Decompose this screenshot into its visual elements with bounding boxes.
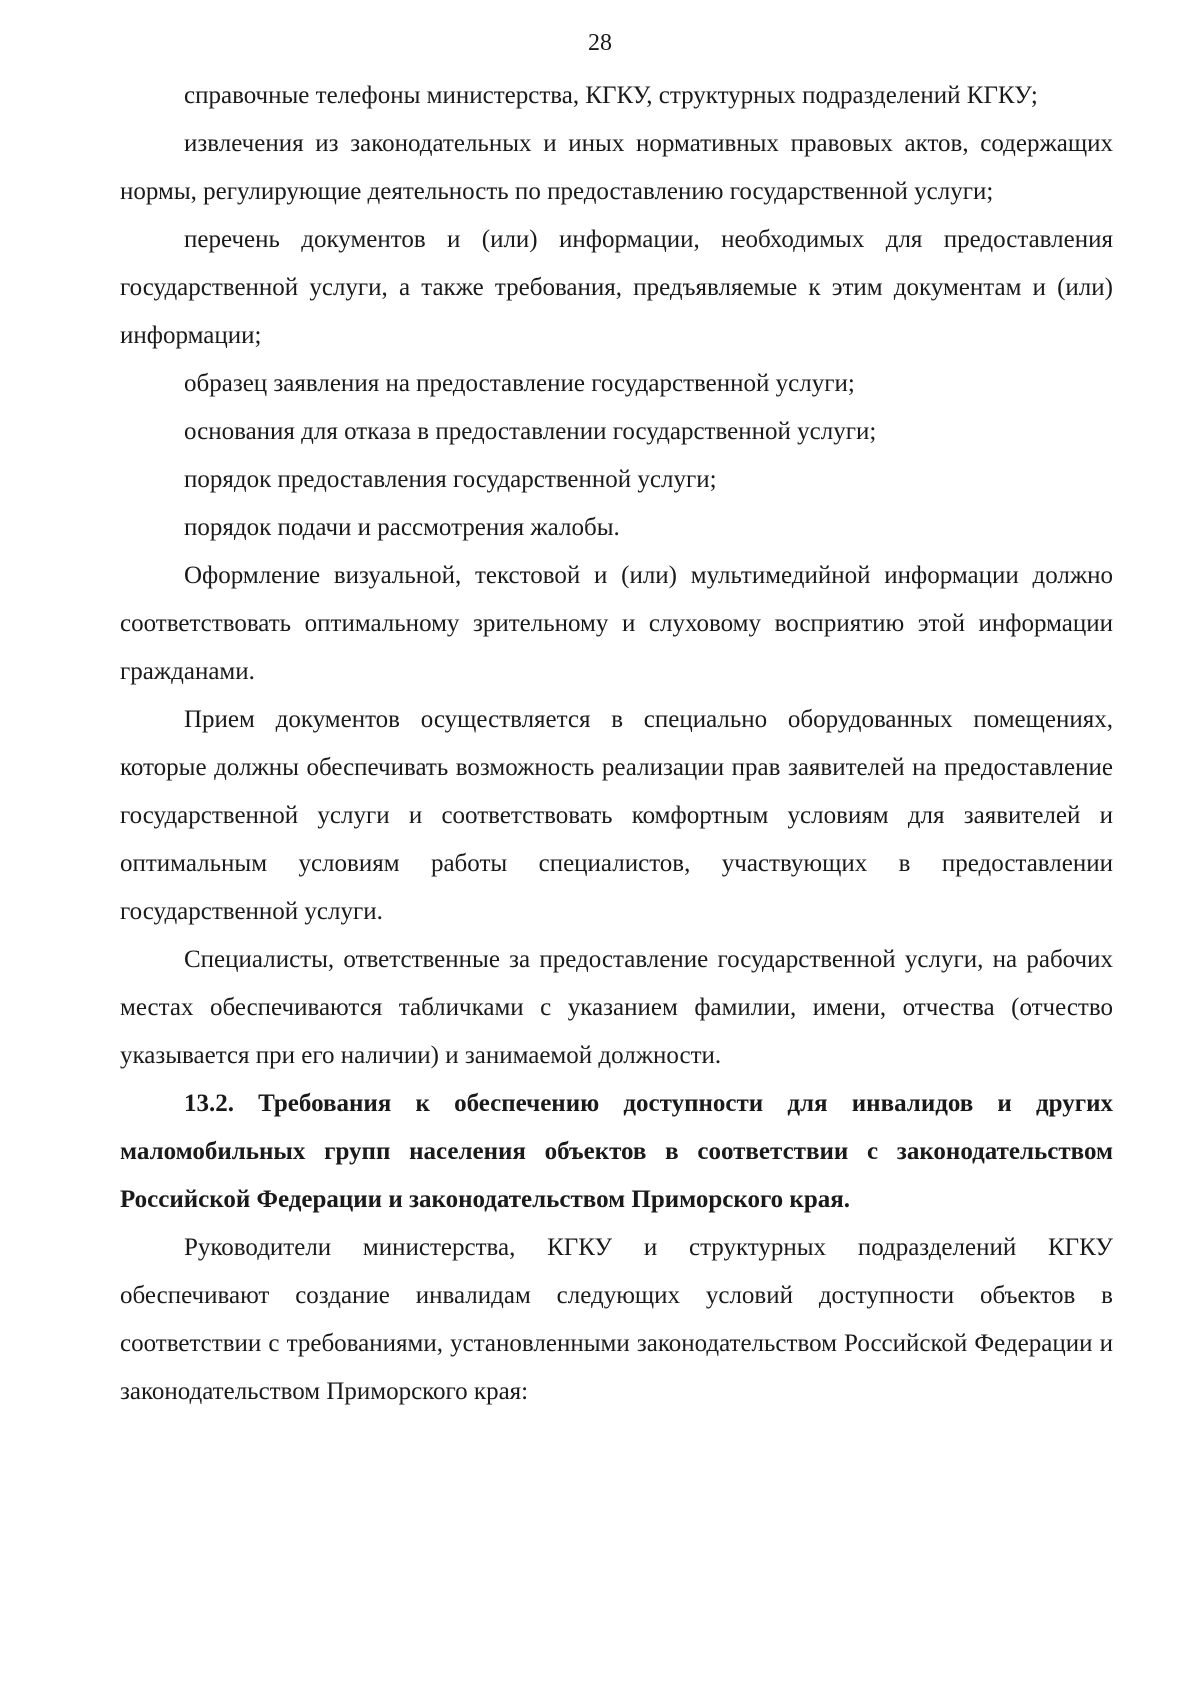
paragraph-legal-extracts: извлечения из законодательных и иных нормативных правовых актов, содержащих нормы, регулирующие деятельность по предоставлению государственной услуги; bbox=[120, 130, 1113, 205]
page-number: 28 bbox=[588, 30, 612, 56]
paragraph-document-reception: Прием документов осуществляется в специально оборудованных помещениях, которые должны обеспечивать возможность реализации прав заявителей на предоставление государственной услуги и соответствовать комфортным условиям для заявителей и оптимальным условиям работы специалистов, участвующих в предоставлении государственной услуги. bbox=[120, 706, 1113, 925]
paragraph-documents-list: перечень документов и (или) информации, необходимых для предоставления государственной услуги, а также требования, предъявляемые к этим документам и (или) информации; bbox=[120, 226, 1113, 349]
paragraph-information-design: Оформление визуальной, текстовой и (или) мультимедийной информации должно соответствовать оптимальному зрительному и слуховому восприятию этой информации гражданами. bbox=[120, 562, 1113, 685]
paragraph-application-sample: образец заявления на предоставление государственной услуги; bbox=[184, 370, 855, 397]
paragraph-accessibility-conditions: Руководители министерства, КГКУ и структурных подразделений КГКУ обеспечивают создание инвалидам следующих условий доступности объектов в соответствии с требованиями, установленными законодательством Российской Федерации и законодательством Приморского края: bbox=[120, 1234, 1113, 1405]
paragraph-complaint-procedure: порядок подачи и рассмотрения жалобы. bbox=[184, 514, 620, 541]
document-body bbox=[120, 72, 1113, 1416]
paragraph-service-procedure: порядок предоставления государственной услуги; bbox=[184, 466, 717, 493]
paragraph-specialists-nameplates: Специалисты, ответственные за предоставление государственной услуги, на рабочих местах обеспечиваются табличками с указанием фамилии, имени, отчества (отчество указывается при его наличии) и занимаемой должности. bbox=[120, 946, 1113, 1069]
paragraph-refusal-grounds: основания для отказа в предоставлении государственной услуги; bbox=[184, 418, 877, 445]
section-heading-13-2: 13.2. Требования к обеспечению доступности для инвалидов и других маломобильных групп населения объектов в соответствии с законодательством Российской Федерации и законодательством Приморского края. bbox=[120, 1090, 1113, 1213]
paragraph-reference-phones: справочные телефоны министерства, КГКУ, структурных подразделений КГКУ; bbox=[184, 82, 1038, 109]
